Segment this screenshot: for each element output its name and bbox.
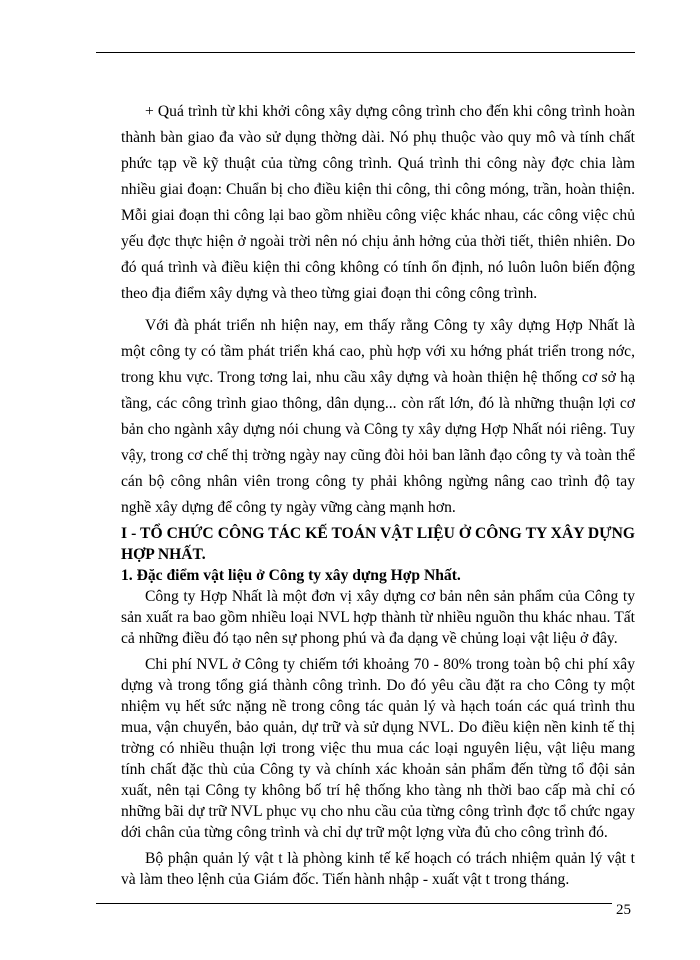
paragraph-material-management: Bộ phận quản lý vật t là phòng kinh tế kế hoạch có trách nhiệm quản lý vật t và làm theo lệnh của Giám đốc. Tiến hành nhập - xuất vật t trong tháng. (121, 850, 635, 888)
header-rule (96, 52, 635, 53)
subsection-heading: 1. Đặc điểm vật liệu ở Công ty xây dựng Hợp Nhất. (121, 567, 461, 584)
paragraph-material-costs: Chi phí NVL ở Công ty chiếm tới khoảng 70 - 80% trong toàn bộ chi phí xây dựng và trong tổng giá thành công trình. Do đó yêu cầu đặt ra cho Công ty một nhiệm vụ hết sức nặng nề trong công tác quản lý và hạch toán các quá trình thu mua, vận chuyển, bảo quản, dự trữ và sử dụng NVL. Do điều kiện nền kinh tế thị trờng có nhiều thuận lợi trong việc thu mua các loại nguyên liệu, vật liệu mang tính chất đặc thù của Công ty và chính xác khoản sản phẩm đến từng tổ đội sản xuất, nên tại Công ty không bố trí hệ thống kho tàng nh thời bao cấp mà chỉ có những bãi dự trữ NVL phục vụ cho nhu cầu của từng công trình đợc tổ chức ngay dới chân của từng công trình và chỉ dự trữ một lợng vừa đủ cho công trình đó. (121, 656, 635, 841)
footer-rule (96, 903, 612, 904)
section-heading: I - TỔ CHỨC CÔNG TÁC KẾ TOÁN VẬT LIỆU Ở CÔNG TY XÂY DỰNG HỢP NHẤT. (121, 525, 635, 563)
paragraph-company-development: Với đà phát triển nh hiện nay, em thấy rằng Công ty xây dựng Hợp Nhất là một công ty có tầm phát triển khá cao, phù hợp với xu hớng phát triển trong nớc, trong khu vực. Trong tơng lai, nhu cầu xây dựng và hoàn thiện hệ thống cơ sở hạ tầng, các công trình giao thông, dân dụng... còn rất lớn, đó là những thuận lợi cơ bản cho ngành xây dựng nói chung và Công ty xây dựng Hợp Nhất nói riêng. Tuy vậy, trong cơ chế thị trờng ngày nay cũng đòi hỏi ban lãnh đạo công ty và toàn thể cán bộ công nhân viên trong công ty phải không ngừng nâng cao trình độ tay nghề xây dựng để công ty ngày vững càng mạnh hơn. (121, 317, 635, 516)
page-body (121, 99, 635, 890)
paragraph-construction-process: + Quá trình từ khi khởi công xây dựng công trình cho đến khi công trình hoàn thành bàn giao đa vào sử dụng thờng dài. Nó phụ thuộc vào quy mô và tính chất phức tạp về kỹ thuật của từng công trình. Quá trình thi công này đợc chia làm nhiều giai đoạn: Chuẩn bị cho điều kiện thi công, thi công móng, trần, hoàn thiện. Mỗi giai đoạn thi công lại bao gồm nhiều công việc khác nhau, các công việc chủ yếu đợc thực hiện ở ngoài trời nên nó chịu ảnh hởng của thời tiết, thiên nhiên. Do đó quá trình và điều kiện thi công không có tính ổn định, nó luôn luôn biến động theo địa điểm xây dựng và theo từng giai đoạn thi công công trình. (121, 103, 635, 302)
page-number: 25 (616, 902, 631, 918)
paragraph-material-characteristics: Công ty Hợp Nhất là một đơn vị xây dựng cơ bản nên sản phẩm của Công ty sản xuất ra bao gồm nhiều loại NVL hợp thành từ nhiều nguồn thu khác nhau. Tất cả những điều đó tạo nên sự phong phú và đa dạng về chủng loại vật liệu ở đây. (121, 588, 635, 647)
